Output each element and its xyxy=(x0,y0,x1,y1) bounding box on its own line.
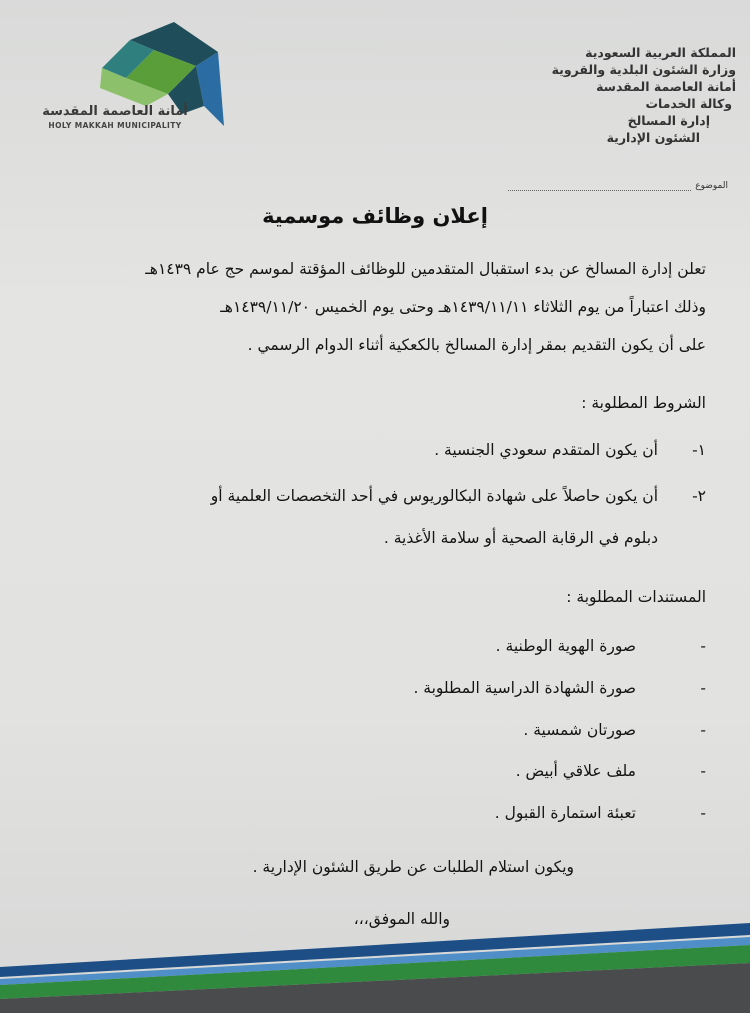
bullet-dash: - xyxy=(700,721,706,739)
bullet-dash: - xyxy=(700,762,706,780)
bullet-dash: - xyxy=(700,637,706,655)
header-line: وكالة الخدمات xyxy=(645,96,732,111)
subject-row xyxy=(508,180,728,191)
header-line: وزارة الشئون البلدية والقروية xyxy=(551,62,736,77)
document-text: صورة الهوية الوطنية . xyxy=(495,637,636,655)
header-line: أمانة العاصمة المقدسة xyxy=(596,79,736,94)
signoff: والله الموفق،،، xyxy=(353,910,450,928)
document-item xyxy=(26,762,706,780)
condition-continuation xyxy=(26,529,706,547)
bullet-dash: - xyxy=(700,679,706,697)
document-item xyxy=(26,679,706,697)
condition-text: أن يكون حاصلاً على شهادة البكالوريوس في أحد التخصصات العلمية أو xyxy=(210,487,658,505)
logo-name-english: HOLY MAKKAH MUNICIPALITY xyxy=(48,121,182,130)
condition-item xyxy=(26,441,706,459)
page-title: إعلان وظائف موسمية xyxy=(262,204,488,228)
header-line: الشئون الإدارية xyxy=(606,130,700,145)
header-line: إدارة المسالخ xyxy=(627,113,710,128)
document-item xyxy=(26,804,706,822)
conditions-heading: الشروط المطلوبة : xyxy=(581,394,706,412)
letterhead xyxy=(486,44,736,146)
document-item xyxy=(26,637,706,655)
document-item xyxy=(26,721,706,739)
subject-line xyxy=(508,180,691,191)
condition-number: ١- xyxy=(692,441,706,459)
closing-note: ويكون استلام الطلبات عن طريق الشئون الإدارية . xyxy=(252,858,574,876)
subject-label: الموضوع xyxy=(695,181,728,191)
intro-line: على أن يكون التقديم بمقر إدارة المسالخ بالكعكية أثناء الدوام الرسمي . xyxy=(247,336,706,354)
documents-heading: المستندات المطلوبة : xyxy=(566,588,706,606)
intro-line: تعلن إدارة المسالخ عن بدء استقبال المتقدمين للوظائف المؤقتة لموسم حج عام ١٤٣٩هـ xyxy=(145,260,706,278)
intro-line: وذلك اعتباراً من يوم الثلاثاء ١٤٣٩/١١/١١هـ وحتى يوم الخميس ١٤٣٩/١١/٢٠هـ xyxy=(220,298,706,316)
condition-text: دبلوم في الرقابة الصحية أو سلامة الأغذية . xyxy=(383,529,658,547)
condition-item xyxy=(26,487,706,505)
document-text: صورة الشهادة الدراسية المطلوبة . xyxy=(413,679,636,697)
document-text: ملف علاقي أبيض . xyxy=(515,762,636,780)
header-line: المملكة العربية السعودية xyxy=(585,45,736,60)
logo-name-arabic: أمانة العاصمة المقدسة xyxy=(42,104,188,119)
condition-text: أن يكون المتقدم سعودي الجنسية . xyxy=(434,441,658,459)
condition-number: ٢- xyxy=(692,487,706,505)
bullet-dash: - xyxy=(700,804,706,822)
document-text: تعبئة استمارة القبول . xyxy=(494,804,636,822)
footer-band xyxy=(0,905,750,1013)
document-text: صورتان شمسية . xyxy=(523,721,636,739)
